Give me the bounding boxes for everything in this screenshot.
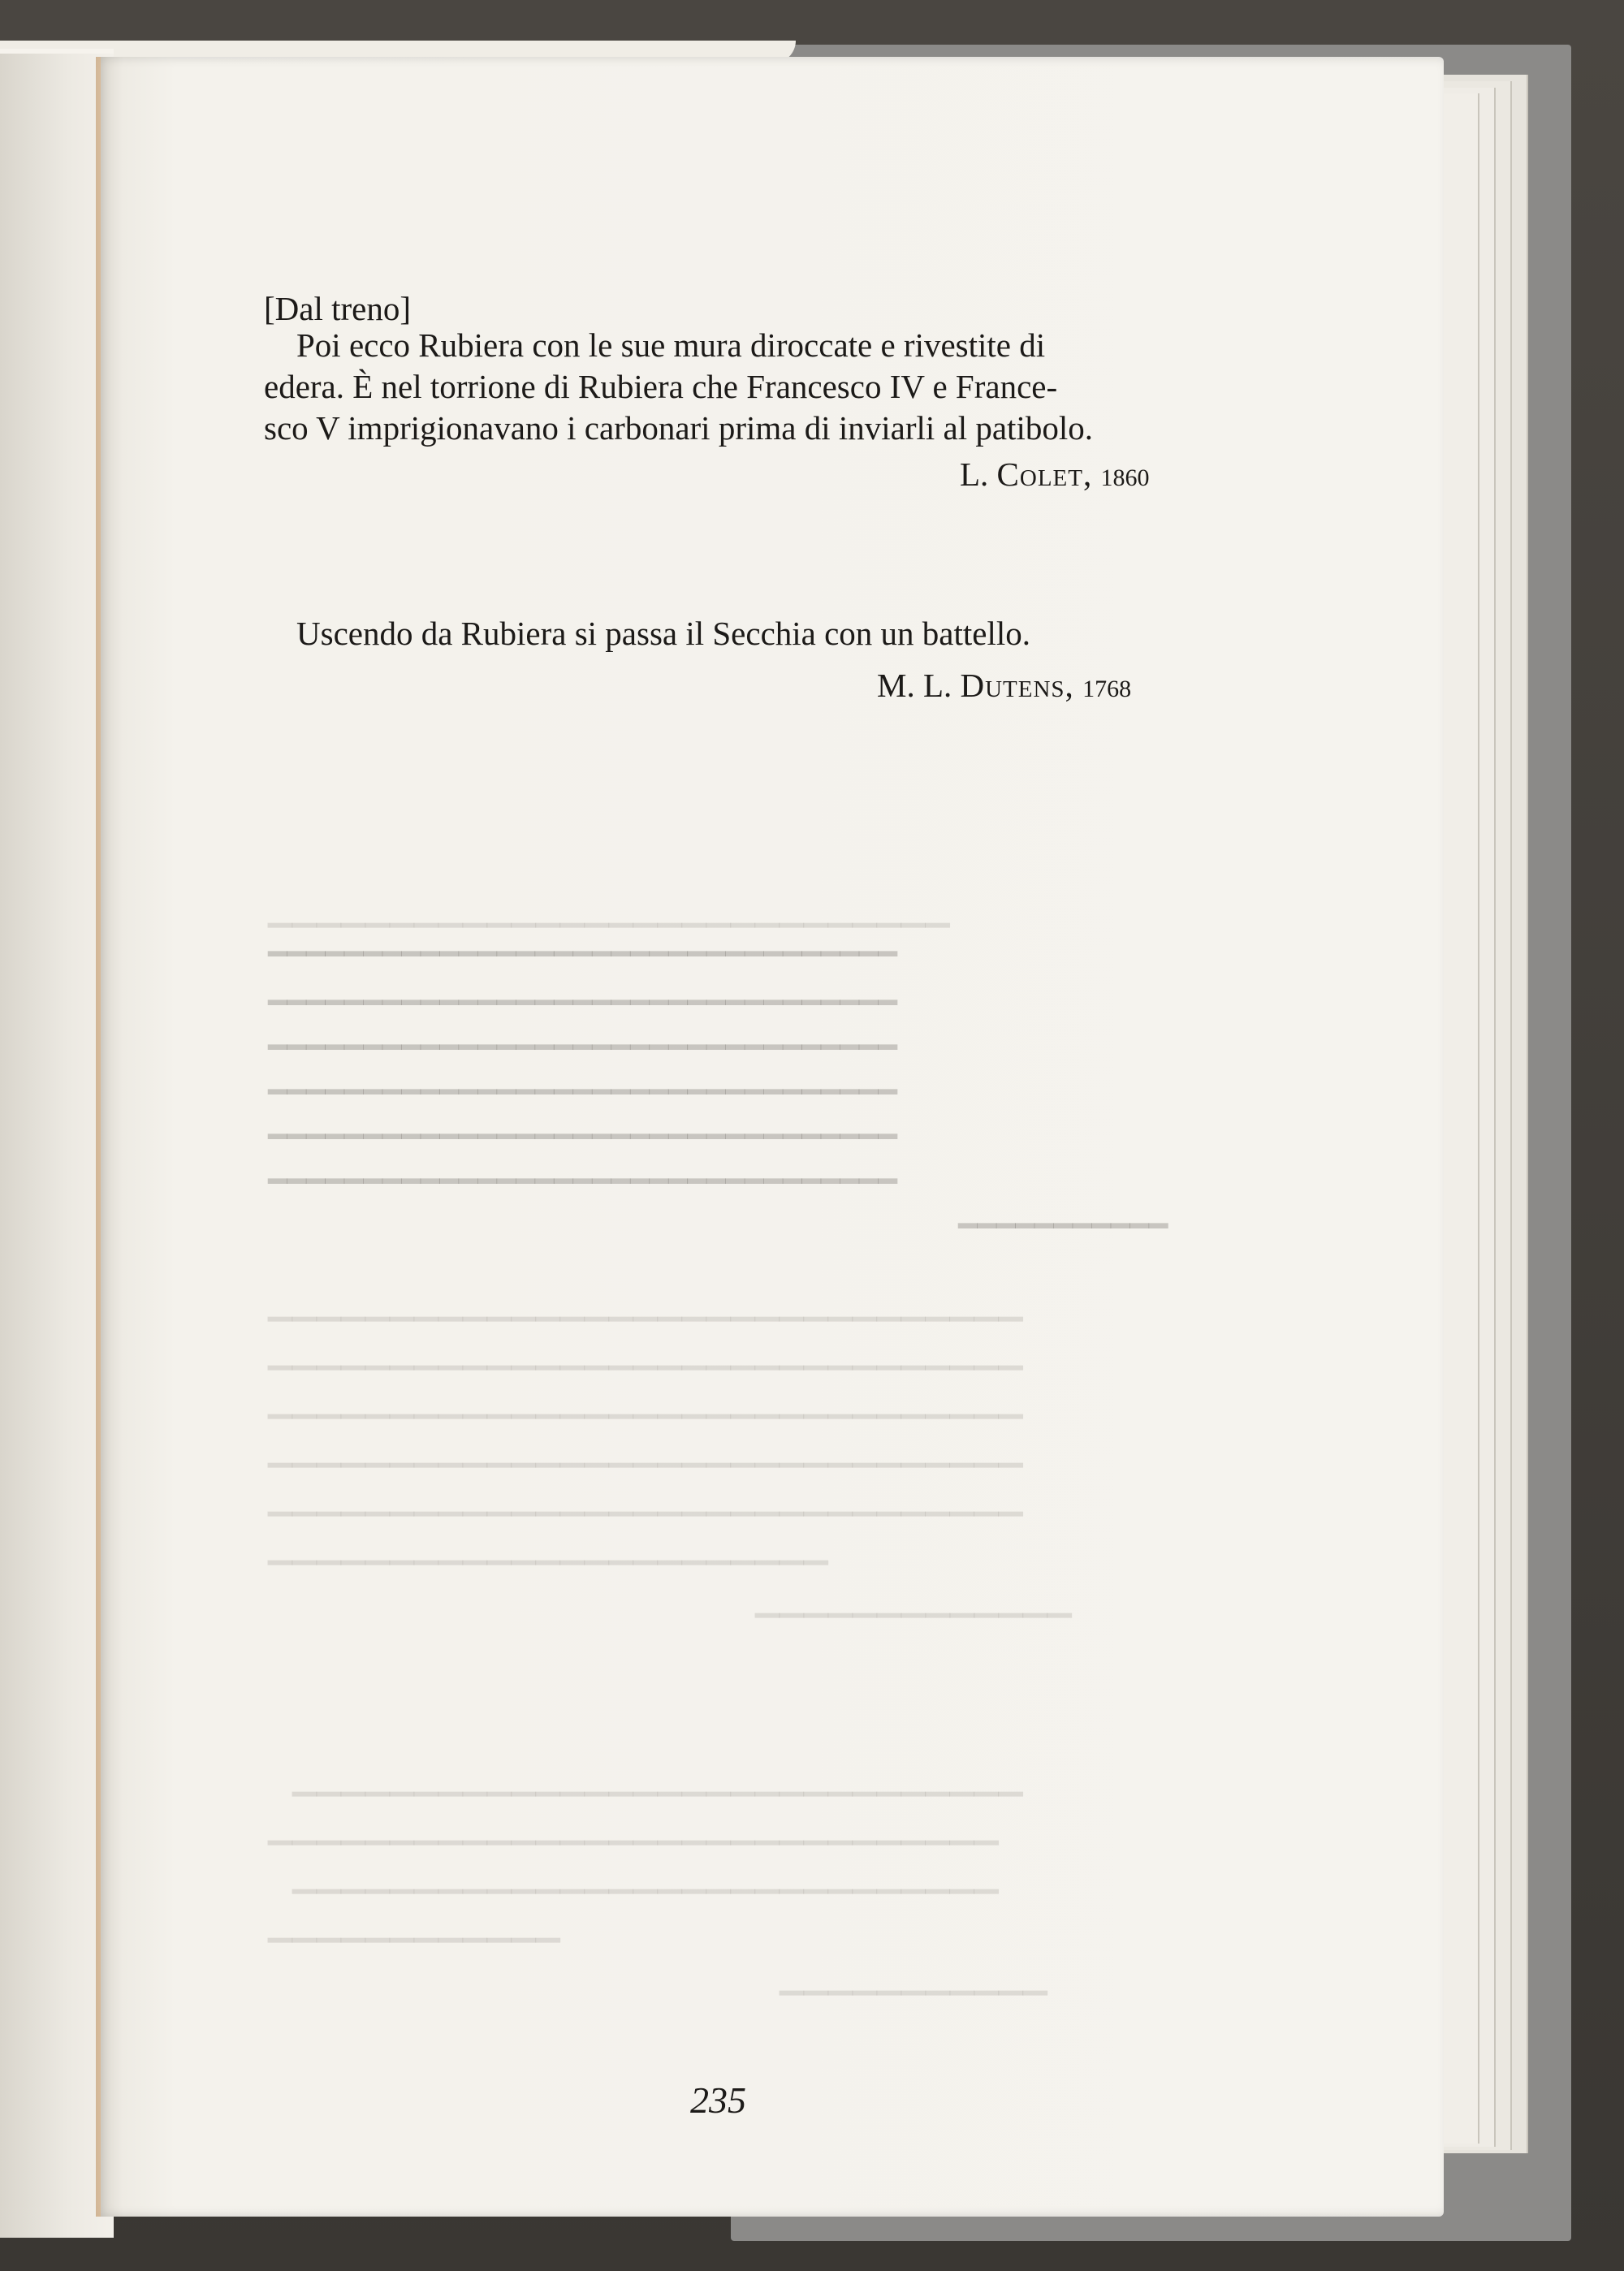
show-through-text: ━━━━━━━━━━━━━━━━━━━━━━━━━━━━━━━━━ [268, 1120, 897, 1155]
show-through-text: ▁▁▁▁▁▁▁▁▁▁▁▁▁▁▁▁▁▁▁▁▁▁▁▁▁▁▁▁▁▁▁ [268, 1432, 1023, 1467]
show-through-text: ▁▁▁▁▁▁▁▁▁▁▁ [780, 1960, 1047, 1995]
show-through-text: ▁▁▁▁▁▁▁▁▁▁▁▁▁ [755, 1582, 1072, 1617]
show-through-text: ▁▁▁▁▁▁▁▁▁▁▁▁▁▁▁▁▁▁▁▁▁▁▁▁▁▁▁▁ [268, 892, 950, 927]
show-through-text: ━━━━━━━━━━━━━━━━━━━━━━━━━━━━━━━━━ [268, 1030, 897, 1065]
show-through-text: ━━━━━━━━━━━━━━━━━━━━━━━━━━━━━━━━━ [268, 1075, 897, 1110]
show-through-text: ━━━━━━━━━━━ [958, 1209, 1168, 1244]
show-through-text: ━━━━━━━━━━━━━━━━━━━━━━━━━━━━━━━━━ [268, 986, 897, 1021]
quote1-heading: [Dal treno] [264, 290, 411, 327]
gutter [96, 57, 101, 2217]
show-through-text: ▁▁▁▁▁▁▁▁▁▁▁▁▁▁▁▁▁▁▁▁▁▁▁▁▁▁▁▁▁▁▁ [268, 1335, 1023, 1370]
show-through-text: ▁▁▁▁▁▁▁▁▁▁▁▁▁▁▁▁▁▁▁▁▁▁▁ [268, 1530, 828, 1565]
show-through-text: ▁▁▁▁▁▁▁▁▁▁▁▁▁▁▁▁▁▁▁▁▁▁▁▁▁▁▁▁▁▁▁ [268, 1286, 1023, 1321]
show-through-text: ▁▁▁▁▁▁▁▁▁▁▁▁▁▁▁▁▁▁▁▁▁▁▁▁▁▁▁▁▁▁ [292, 1761, 1023, 1796]
show-through-text: ━━━━━━━━━━━━━━━━━━━━━━━━━━━━━━━━━ [268, 937, 897, 972]
quote1-line-1: Poi ecco Rubiera con le sue mura diroccate e rivestite di [296, 326, 1046, 364]
quote2-line: Uscendo da Rubiera si passa il Secchia con un battello. [296, 615, 1031, 652]
show-through-text: ▁▁▁▁▁▁▁▁▁▁▁▁▁▁▁▁▁▁▁▁▁▁▁▁▁▁▁▁▁ [292, 1859, 999, 1893]
quote2-attribution [877, 666, 1131, 705]
quote1-author-initial: L. [960, 455, 989, 493]
show-through-text: ▁▁▁▁▁▁▁▁▁▁▁▁ [268, 1907, 560, 1942]
quote1-author-name: Colet, [996, 455, 1093, 493]
quote1-line-3: sco V imprigionavano i carbonari prima di inviarli al patibolo. [264, 409, 1093, 447]
show-through-text: ▁▁▁▁▁▁▁▁▁▁▁▁▁▁▁▁▁▁▁▁▁▁▁▁▁▁▁▁▁▁▁ [268, 1384, 1023, 1418]
show-through-text: ━━━━━━━━━━━━━━━━━━━━━━━━━━━━━━━━━ [268, 1164, 897, 1199]
quote2-year: 1768 [1082, 676, 1132, 702]
show-through-text: ▁▁▁▁▁▁▁▁▁▁▁▁▁▁▁▁▁▁▁▁▁▁▁▁▁▁▁▁▁▁ [268, 1810, 999, 1845]
quote1-line-2: edera. È nel torrione di Rubiera che Francesco IV e France- [264, 368, 1058, 405]
quote1-attribution [960, 455, 1149, 494]
page-number: 235 [690, 2079, 746, 2121]
quote2-author-name: Dutens, [960, 667, 1074, 704]
quote1-year: 1860 [1100, 464, 1150, 491]
quote2-author-initial: M. L. [877, 667, 952, 704]
show-through-text: ▁▁▁▁▁▁▁▁▁▁▁▁▁▁▁▁▁▁▁▁▁▁▁▁▁▁▁▁▁▁▁ [268, 1481, 1023, 1516]
